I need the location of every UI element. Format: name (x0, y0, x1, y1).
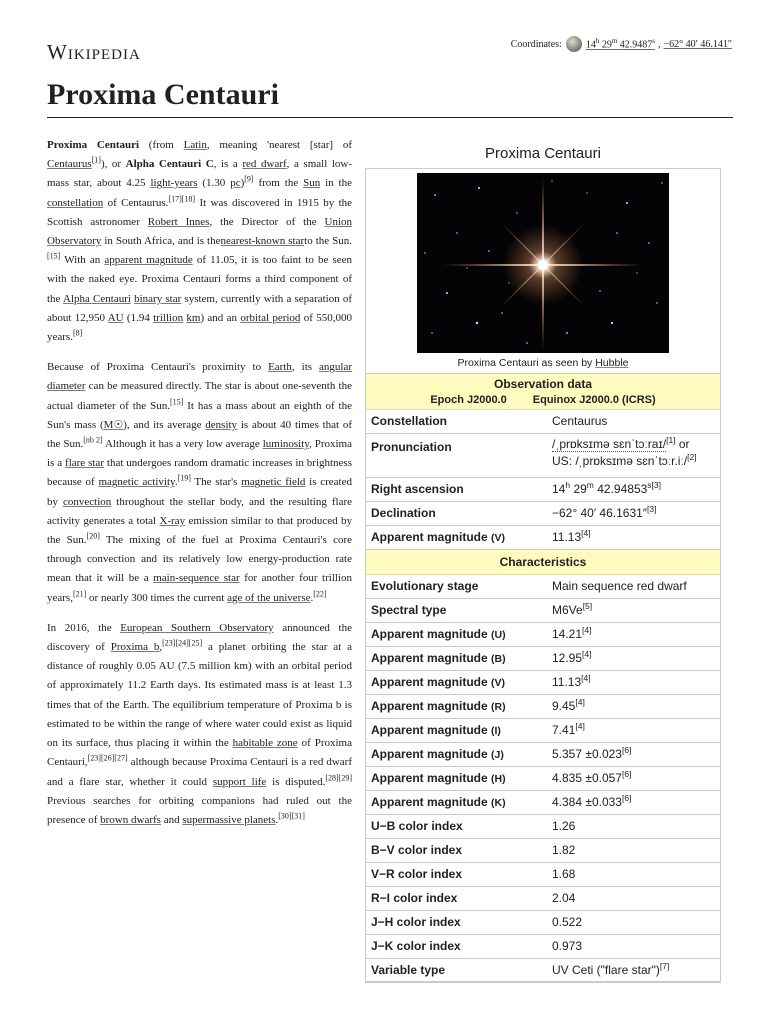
row-key: Evolutionary stage (371, 579, 479, 593)
row-key: Apparent magnitude (B) (371, 651, 506, 665)
row-key: Spectral type (371, 603, 447, 617)
link-sun[interactable]: Sun (303, 177, 321, 190)
coordinates-dec[interactable]: −62° 40′ 46.141″ (663, 38, 732, 50)
section-heading: Observation data (493, 377, 593, 391)
row-value: 11.13[4] (552, 528, 591, 544)
link-age-of-universe[interactable]: age of the universe (227, 591, 311, 604)
wikipedia-wordmark[interactable]: Wikipedia (47, 40, 141, 64)
row-key: Pronunciation (371, 440, 452, 454)
row-value: 14.21[4] (552, 625, 592, 641)
infobox-row-evolutionary-stage (366, 575, 720, 599)
infobox-row-apparent-magnitude-v (366, 671, 720, 695)
link-alpha-centauri[interactable]: Alpha Centauri (63, 292, 131, 305)
star-photo-render (417, 173, 669, 353)
infobox-row-j-k-color-index (366, 935, 720, 959)
infobox-row-apparent-magnitude-r (366, 695, 720, 719)
infobox-row-r-i-color-index (366, 887, 720, 911)
link-convection[interactable]: convection (63, 495, 112, 508)
row-key: J−K color index (371, 939, 461, 953)
row-key: B−V color index (371, 843, 463, 857)
ref-link[interactable]: [1] (91, 155, 101, 165)
ref-link[interactable]: [20] (86, 531, 100, 541)
infobox-row-variable-type (366, 959, 720, 983)
infobox-row-apparent-magnitude-i (366, 719, 720, 743)
link-au[interactable]: AU (107, 311, 124, 324)
infobox-row-apparent-magnitude-k (366, 791, 720, 815)
star-photo[interactable] (417, 173, 669, 353)
link-nearest-star[interactable]: nearest-known star (220, 235, 305, 248)
link-centaurus[interactable]: Centaurus (47, 158, 92, 171)
article-body (47, 136, 352, 841)
ref-link[interactable]: [9] (244, 174, 254, 184)
section-observation-data (366, 374, 720, 410)
ref-link[interactable]: [15] (169, 396, 184, 406)
section-characteristics: Characteristics (366, 550, 720, 575)
link-eso[interactable]: European Southern Observatory (120, 621, 274, 634)
ref-link[interactable]: [4] (581, 528, 591, 538)
infobox-row-b-v-color-index (366, 839, 720, 863)
ref-link[interactable]: [4] (582, 649, 592, 659)
infobox-row-constellation (366, 410, 720, 434)
ref-link[interactable]: [4] (581, 673, 591, 683)
link-constellation[interactable]: constellation (47, 196, 104, 209)
ref-link[interactable]: [15] (47, 251, 61, 261)
ref-link[interactable]: [6] (621, 745, 632, 755)
globe-icon[interactable] (566, 36, 582, 52)
infobox-row-spectral-type (366, 599, 720, 623)
ref-link[interactable]: [1] (666, 435, 676, 445)
row-key: U−B color index (371, 819, 463, 833)
characteristics-rows (366, 575, 720, 983)
link-magnetic-activity[interactable]: magnetic activity (98, 476, 175, 489)
row-value: 0.973 (552, 939, 583, 953)
ref-link[interactable]: [nb 2] (83, 435, 103, 445)
row-value: 1.82 (552, 843, 576, 857)
row-value[interactable]: M6Ve[5] (552, 601, 593, 617)
row-value: 12.95[4] (552, 649, 592, 665)
equinox-label: Equinox J2000.0 (ICRS) (532, 394, 656, 406)
ref-link[interactable]: [4] (575, 721, 585, 731)
row-key: Variable type (371, 963, 446, 977)
link-x-ray[interactable]: X-ray (159, 514, 186, 527)
row-value: 7.41[4] (552, 721, 585, 737)
ref-link[interactable]: [21] (72, 589, 87, 599)
ref-link[interactable]: [22] (313, 589, 327, 599)
pronunciation-us[interactable]: US: /ˌprɒksɪmə sɛnˈtɔːr.iː/ (552, 454, 688, 468)
row-value: 1.68 (552, 867, 576, 881)
link-hubble[interactable]: Hubble (595, 357, 629, 369)
link-support-life[interactable]: support life (212, 775, 267, 788)
infobox-row-apparent-magnitude-b (366, 647, 720, 671)
link-parsec[interactable]: pc (230, 177, 241, 190)
row-key: Apparent magnitude (U) (371, 627, 506, 641)
paragraph-properties: Because of Proxima Centauri's proximity to Earth, its angular diameter can be measured directly. The star is about one-seventh the actual diameter of the Sun.[15] It has a mass about an eighth of the Sun's mass (M☉), and its average density is about 40 times that of the Sun.[nb 2] Although it has a very low average luminosity, Proxima is a flare star that undergoes random dramatic increases in brightness because of magnetic activity.[19] The star's magnetic field is created by convection throughout the stellar body, and the resulting flare activity generates a total X-ray emission similar to that produced by the Sun.[20] The mixing of the fuel at Proxima Centauri's core through convection and its relatively low energy-production rate mean that it will be a main-sequence star for another four trillion years,[21] or nearly 300 times the current age of the universe.[22] (47, 361, 353, 604)
row-key: Right ascension (371, 482, 464, 496)
ref-link[interactable]: [6] (621, 793, 632, 803)
link-main-sequence[interactable]: main-sequence star (153, 572, 240, 585)
ref-link[interactable]: [17][18] (168, 193, 196, 203)
row-key: R−I color index (371, 891, 458, 905)
row-value: 1.26 (552, 819, 576, 833)
row-key: V−R color index (371, 867, 463, 881)
infobox-title: Proxima Centauri (485, 145, 601, 162)
row-key: Declination (371, 506, 436, 520)
infobox (365, 140, 721, 983)
star-core (538, 260, 548, 270)
coordinates-bar (511, 36, 732, 52)
row-value: 0.522 (552, 915, 583, 929)
infobox-row-u-b-color-index (366, 815, 720, 839)
ref-link[interactable]: [28][29] (325, 772, 352, 782)
coordinates-separator: , (658, 38, 661, 50)
infobox-row-apparent-magnitude-v (366, 526, 720, 550)
row-key: Apparent magnitude (J) (371, 747, 504, 761)
paragraph-planet: In 2016, the European Southern Observatory announced the discovery of Proxima b,[23][24][25] a planet orbiting the star at a distance of roughly 0.05 AU (7.5 million km) with an orbital period of approximately 11.2 Earth days. Its estimated mass is at least 1.3 times that of the Earth. The equilibrium temperature of Proxima b is estimated to be within the range of where water could exist as liquid on its surface, thus placing it within the habitable zone of Proxima Centauri,[23][26][27] although because Proxima Centauri is a red dwarf and a flare star, whether it could support life is disputed.[28][29] Previous searches for orbiting companions had ruled out the presence of brown dwarfs and supermassive planets.[30][31] (47, 621, 353, 826)
link-binary-star[interactable]: binary star (134, 292, 182, 305)
link-proxima-b[interactable]: Proxima b (110, 641, 160, 654)
image-caption: Proxima Centauri as seen by Hubble (457, 357, 629, 369)
row-key: Apparent magnitude (K) (371, 795, 506, 809)
link-density[interactable]: density (205, 418, 238, 431)
row-value[interactable]: Main sequence red dwarf (552, 579, 687, 593)
title-divider (47, 117, 733, 118)
link-earth[interactable]: Earth (268, 361, 292, 374)
infobox-row-apparent-magnitude-j (366, 743, 720, 767)
ref-link[interactable]: [6] (621, 769, 632, 779)
ref-link[interactable]: [3] (651, 480, 661, 490)
ref-link[interactable]: [7] (659, 961, 670, 971)
infobox-table (365, 168, 721, 983)
infobox-row-apparent-magnitude-u (366, 623, 720, 647)
ref-link[interactable]: [2] (687, 452, 697, 462)
link-orbital-period[interactable]: orbital period (240, 311, 301, 324)
ref-link[interactable]: [5] (582, 601, 593, 611)
ref-link[interactable]: [19] (177, 473, 191, 483)
coordinates-ra[interactable]: 14$^h$ 29$^m$ 42.9487$^s$ (585, 37, 655, 51)
link-union-observatory[interactable]: Union Observatory (47, 215, 353, 248)
infobox-row-pronunciation (366, 434, 720, 478)
row-value: 9.45[4] (552, 697, 585, 713)
ref-link[interactable]: [23][26][27] (87, 753, 128, 763)
pronunciation-uk[interactable]: /ˌprɒksɪmə sɛnˈtɔːraɪ/ (552, 437, 667, 451)
row-value: 2.04 (552, 891, 576, 905)
link-supermassive-planets[interactable]: supermassive planets (182, 813, 276, 826)
row-key: J−H color index (371, 915, 461, 929)
row-value: 4.835 ±0.057[6] (552, 769, 632, 785)
row-value: 4.384 ±0.033[6] (552, 793, 632, 809)
link-apparent-magnitude[interactable]: apparent magnitude (104, 254, 193, 267)
link-light-years[interactable]: light-years (150, 177, 198, 190)
page-title: Proxima Centauri (47, 78, 279, 111)
infobox-row-j-h-color-index (366, 911, 720, 935)
row-value: −62° 40′ 46.1631″[3] (552, 504, 657, 520)
link-red-dwarf[interactable]: red dwarf (242, 158, 287, 171)
link-trillion[interactable]: trillion (153, 311, 184, 324)
link-magnetic-field[interactable]: magnetic field (241, 476, 306, 489)
row-key: Apparent magnitude (I) (371, 723, 501, 737)
row-key: Constellation (371, 414, 448, 428)
coordinates-label: Coordinates: (510, 38, 562, 50)
infobox-image-cell (366, 169, 720, 374)
ref-link[interactable]: [30][31] (278, 811, 305, 821)
infobox-row-declination (366, 502, 720, 526)
ref-link[interactable]: [3] (647, 504, 657, 514)
ref-link[interactable]: [4] (582, 625, 592, 635)
infobox-row-right-ascension (366, 478, 720, 502)
infobox-row-v-r-color-index (366, 863, 720, 887)
infobox-row-apparent-magnitude-h (366, 767, 720, 791)
row-value: 5.357 ±0.023[6] (552, 745, 632, 761)
link-habitable-zone[interactable]: habitable zone (232, 737, 298, 750)
row-value[interactable]: Centaurus (552, 414, 608, 428)
row-key: Apparent magnitude (H) (371, 771, 506, 785)
link-angular-diameter[interactable]: angular diameter (47, 361, 352, 393)
row-value: 11.13[4] (552, 673, 591, 689)
link-luminosity[interactable]: luminosity (262, 438, 310, 451)
row-key: Apparent magnitude (R) (371, 699, 506, 713)
ref-link[interactable]: [23][24][25] (162, 638, 203, 648)
row-key: Apparent magnitude (V) (371, 530, 506, 544)
link-latin[interactable]: Latin (183, 139, 207, 151)
link-flare-star[interactable]: flare star (65, 457, 104, 470)
link-brown-dwarfs[interactable]: brown dwarfs (100, 813, 161, 826)
link-robert-innes[interactable]: Robert Innes (147, 215, 210, 228)
ref-link[interactable]: [8] (72, 328, 83, 338)
ref-link[interactable]: [4] (575, 697, 585, 707)
row-value[interactable]: UV Ceti ("flare star")[7] (552, 961, 670, 977)
link-solar-mass[interactable]: M☉ (103, 418, 124, 431)
row-value[interactable]: /ˌprɒksɪmə sɛnˈtɔːraɪ/[1] or US: /ˌprɒksɪmə sɛnˈtɔːr.iː/[2] (552, 435, 697, 468)
row-value: 14$^h$ 29$^m$ $42.94853^{s[3]}$ (552, 480, 661, 496)
row-key: Apparent magnitude (V) (371, 675, 506, 689)
link-km[interactable]: km (186, 311, 201, 324)
paragraph-intro: Proxima Centauri (from Latin, meaning 'nearest [star] of Centaurus[1]), or Alpha Centauri C, is a red dwarf, a small low-mass star, about 4.25 light-years (1.30 pc)[9] from the Sun in the constellation of Centaurus.[17][18] It was discovered in 1915 by the Scottish astronomer Robert Innes, the Director of the Union Observatory in South Africa, and is thenearest-known starto the Sun.[15] With an apparent magnitude of 11.05, it is too faint to be seen with the naked eye. Proxima Centauri forms a third component of the Alpha Centauri binary star system, currently with a separation of about 12,950 AU (1.94 trillion km) and an orbital period of 550,000 years.[8] (47, 139, 353, 344)
epoch-label: Epoch J2000.0 (430, 394, 507, 406)
